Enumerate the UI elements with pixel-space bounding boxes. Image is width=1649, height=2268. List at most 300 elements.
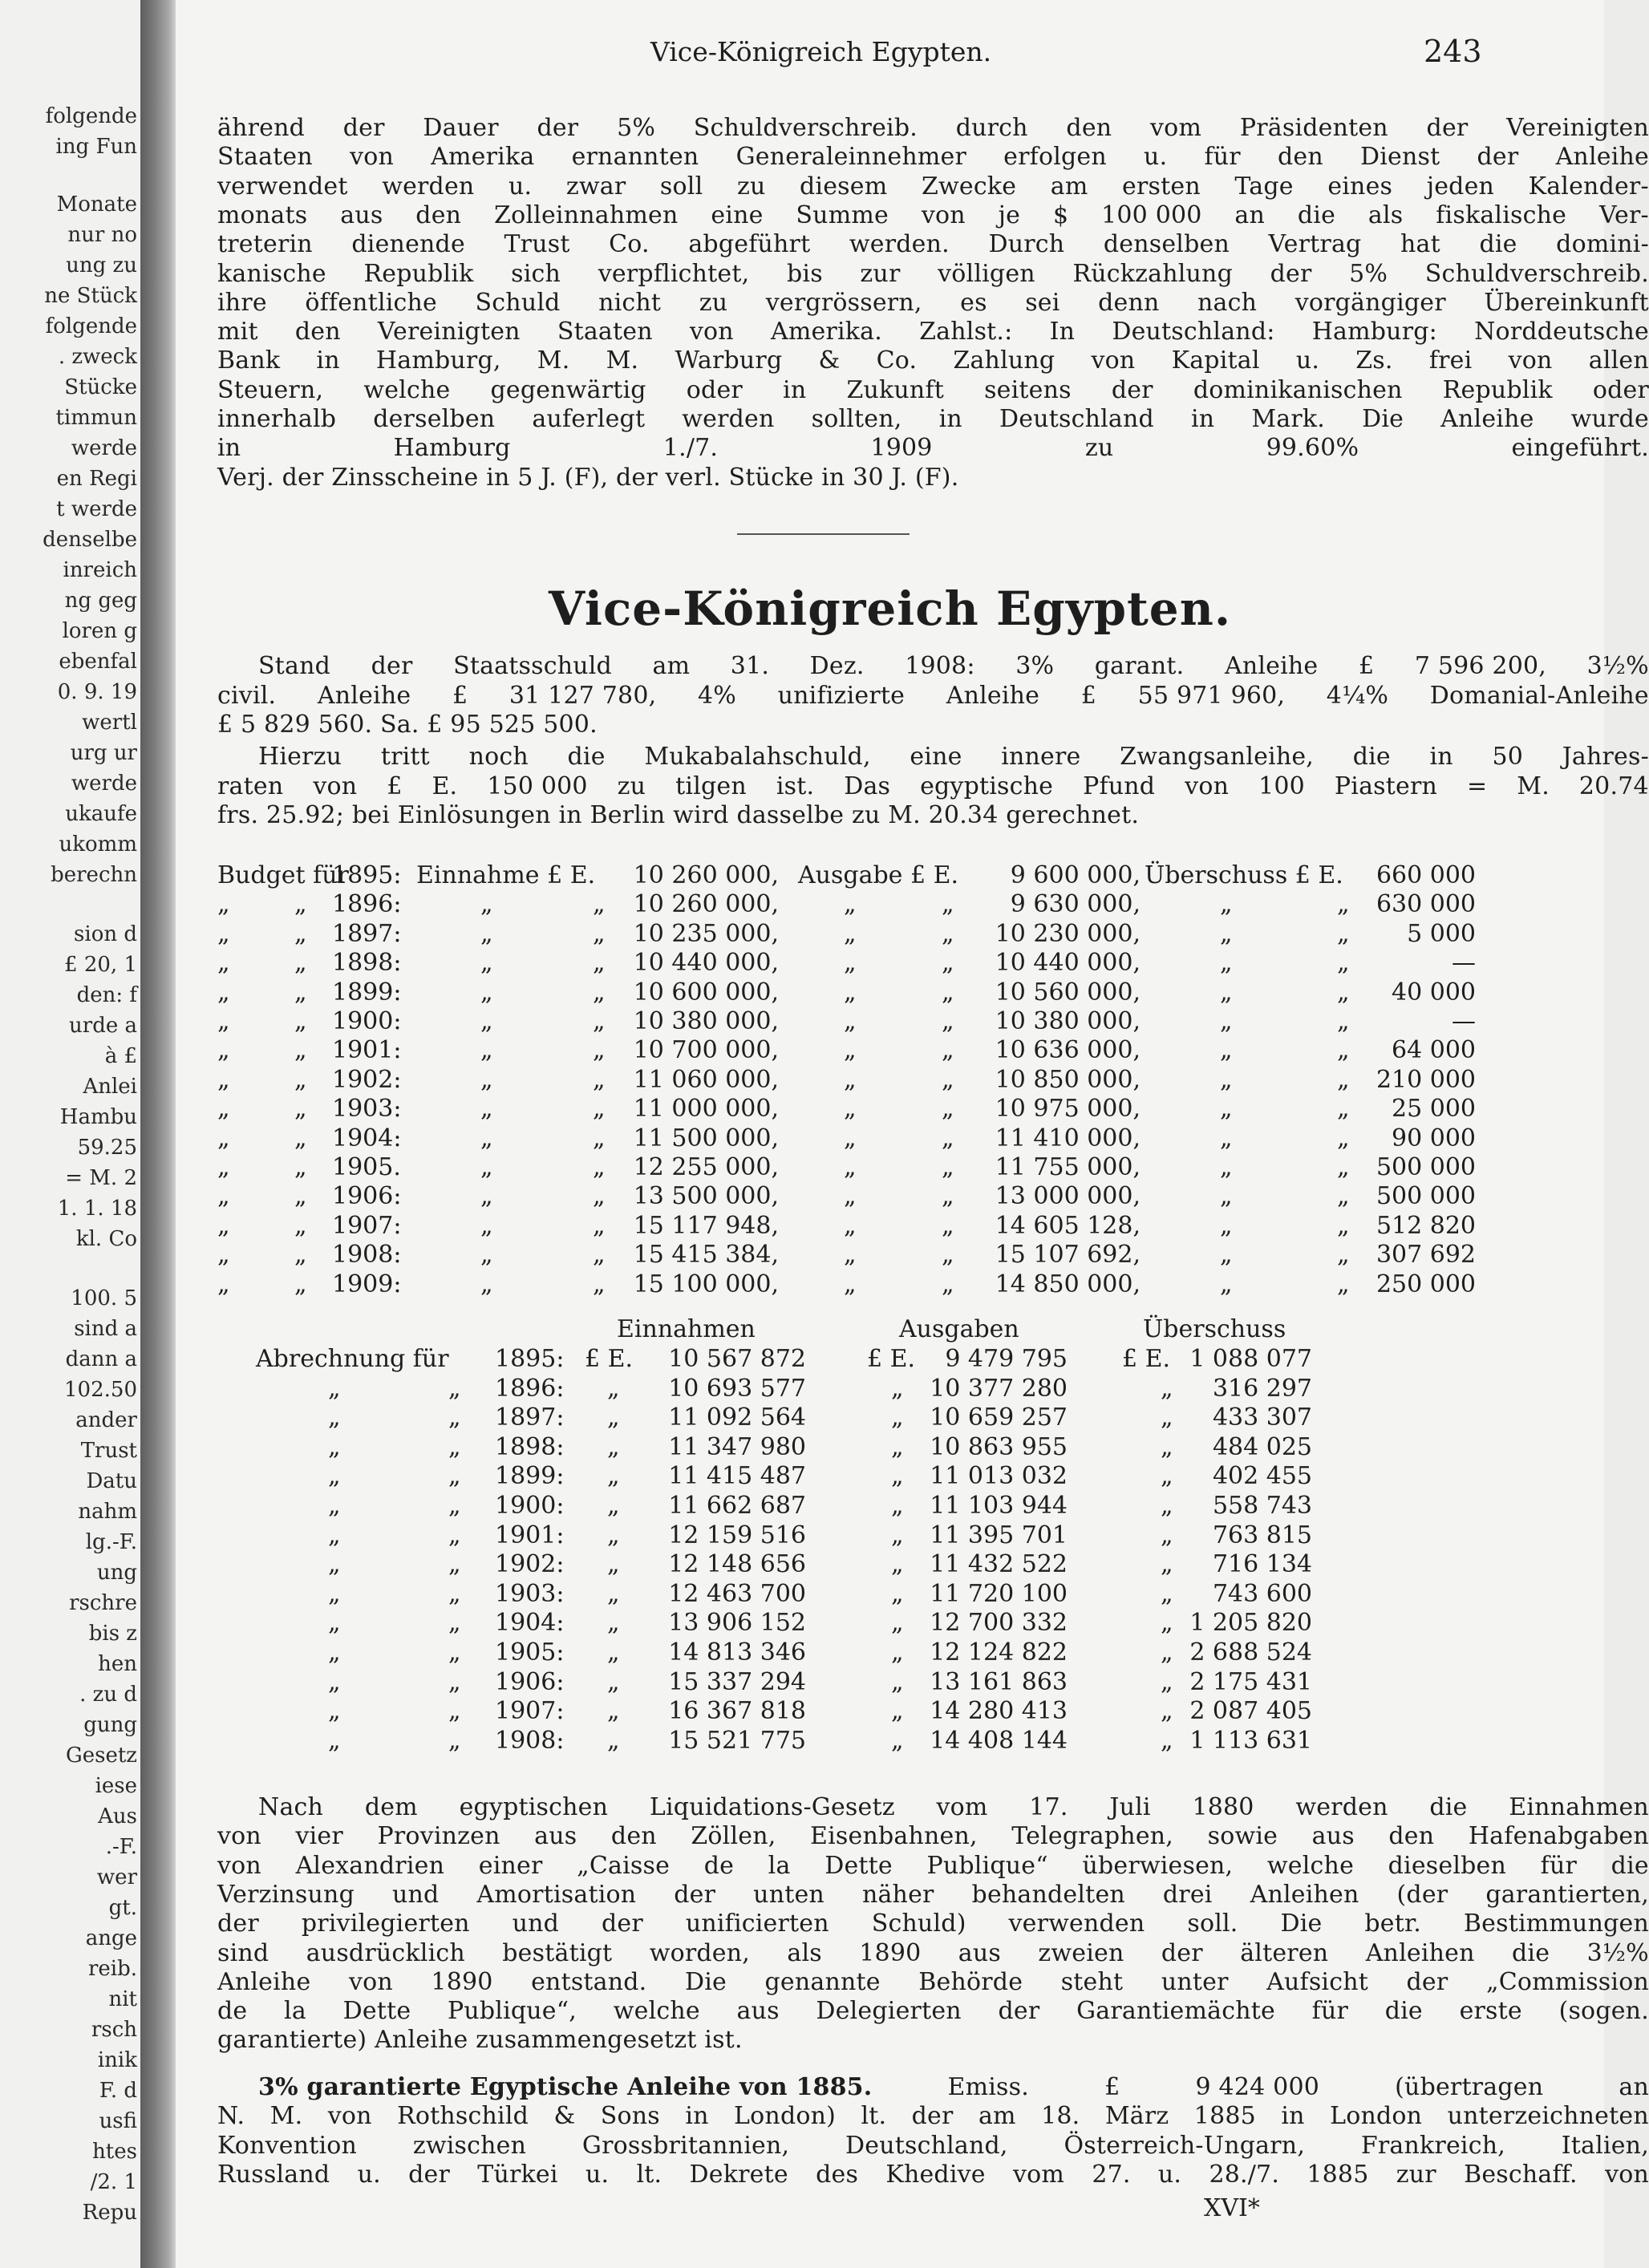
ditto-mark: „ bbox=[328, 1374, 341, 1403]
ditto-mark: „ bbox=[1220, 978, 1233, 1006]
word: treterin bbox=[217, 230, 313, 259]
word: £ bbox=[387, 772, 403, 800]
word: 1890 bbox=[431, 1967, 493, 1996]
stub-line: ung bbox=[96, 1561, 137, 1585]
ditto-mark: „ bbox=[844, 1182, 857, 1211]
abr-ueberschuss: 558 743 bbox=[1212, 1492, 1312, 1520]
word: in bbox=[1429, 743, 1453, 771]
word: sei bbox=[1025, 288, 1060, 317]
word: Anleihen bbox=[1250, 1880, 1359, 1909]
stub-line: werde bbox=[71, 436, 137, 460]
word: zu bbox=[617, 772, 646, 800]
word: London) bbox=[734, 2102, 837, 2130]
word: zu bbox=[1084, 434, 1114, 463]
section-title: Vice-Königreich Egypten. bbox=[548, 581, 1232, 636]
stub-line: en Regi bbox=[56, 467, 137, 491]
word: Telegraphen, bbox=[1011, 1822, 1174, 1851]
ditto-mark: „ bbox=[448, 1550, 461, 1579]
ditto-mark: „ bbox=[448, 1638, 461, 1667]
ditto-mark: „ bbox=[844, 1211, 857, 1240]
stub-line: iese bbox=[95, 1774, 137, 1798]
word: Einnahmen bbox=[1509, 1793, 1649, 1821]
ditto-mark: „ bbox=[294, 1270, 307, 1298]
text-line bbox=[217, 2161, 1649, 2189]
budget-year: 1904: bbox=[332, 1124, 402, 1152]
abr-einnahmen: 11 662 687 bbox=[668, 1492, 806, 1520]
word: garantierten, bbox=[1485, 1880, 1649, 1909]
abr-ausgaben: 11 395 701 bbox=[930, 1521, 1068, 1549]
word: Alexandrien bbox=[295, 1851, 445, 1880]
ditto-mark: „ bbox=[593, 1182, 606, 1211]
budget-einnahme: 10 260 000, bbox=[633, 890, 779, 919]
word: aus bbox=[340, 200, 383, 229]
abr-year: 1898: bbox=[495, 1432, 565, 1461]
word: Durch bbox=[988, 230, 1065, 259]
text-line bbox=[217, 2132, 1649, 2161]
budget-ueberschuss: 500 000 bbox=[1376, 1153, 1476, 1181]
ditto-mark: „ bbox=[480, 1124, 493, 1152]
ditto-mark: „ bbox=[1337, 919, 1350, 948]
ditto-mark: „ bbox=[1220, 1065, 1233, 1094]
ditto-mark: „ bbox=[844, 1095, 857, 1124]
word: M. bbox=[537, 346, 570, 375]
abr-ueberschuss: 2 175 431 bbox=[1189, 1667, 1312, 1696]
word: 18. bbox=[1041, 2102, 1080, 2130]
word: tritt bbox=[380, 743, 430, 771]
stub-line: /2. 1 bbox=[90, 2170, 137, 2194]
abr-einnahmen: 10 567 872 bbox=[668, 1345, 806, 1373]
running-title: Vice-Königreich Egypten. bbox=[650, 36, 992, 67]
word: für bbox=[1311, 1997, 1349, 2026]
ditto-mark: „ bbox=[448, 1697, 461, 1726]
abr-ueberschuss: 743 600 bbox=[1212, 1579, 1312, 1608]
word: werden bbox=[1295, 1793, 1388, 1821]
budget-einnahme: 10 600 000, bbox=[633, 978, 779, 1006]
word: Steuern, bbox=[217, 375, 324, 404]
stub-line: nahm bbox=[78, 1500, 137, 1524]
word: der bbox=[1111, 375, 1153, 404]
word: Liquidations-Gesetz bbox=[649, 1793, 895, 1821]
word: Tage bbox=[1234, 172, 1294, 200]
word: den bbox=[610, 1822, 657, 1851]
word: unifizierte bbox=[777, 681, 906, 710]
ditto-mark: „ bbox=[328, 1726, 341, 1755]
stub-line: ange bbox=[85, 1926, 137, 1950]
word: Zs. bbox=[1355, 346, 1393, 375]
word: aus bbox=[736, 1997, 780, 2026]
ditto-mark: „ bbox=[480, 1007, 493, 1035]
word: 99.60% bbox=[1266, 434, 1359, 463]
ditto-mark: „ bbox=[1337, 978, 1350, 1006]
word: de bbox=[217, 1997, 248, 2026]
word: derselben bbox=[373, 405, 496, 433]
ditto-mark: „ bbox=[217, 1007, 230, 1035]
abr-ausgaben: 10 863 955 bbox=[930, 1432, 1068, 1461]
facing-page-fragment bbox=[0, 0, 140, 2268]
word: an bbox=[1619, 2073, 1649, 2101]
word: Kalender- bbox=[1528, 172, 1649, 200]
ditto-mark: „ bbox=[1337, 949, 1350, 978]
word: Trust bbox=[504, 230, 570, 259]
ditto-mark: „ bbox=[448, 1726, 461, 1755]
word: verwendet bbox=[217, 172, 348, 200]
budget-ausgabe: 9 600 000, bbox=[1010, 861, 1141, 889]
stub-line: gt. bbox=[108, 1896, 137, 1920]
word: 31 127 780, bbox=[508, 681, 657, 710]
budget-ueberschuss: 40 000 bbox=[1392, 978, 1476, 1006]
word: Grossbritannien, bbox=[581, 2131, 790, 2160]
word: genannte bbox=[764, 1967, 881, 1996]
word: von bbox=[1605, 2161, 1649, 2189]
word: Konvention bbox=[217, 2131, 358, 2160]
word: Hamburg, bbox=[375, 346, 501, 375]
word: „Caisse bbox=[577, 1851, 671, 1880]
word: oder bbox=[686, 375, 743, 404]
word: Hamburg: bbox=[1311, 318, 1437, 346]
ditto-mark: „ bbox=[448, 1432, 461, 1461]
word: März bbox=[1104, 2102, 1169, 2130]
word: soll bbox=[659, 172, 703, 200]
abr-ueberschuss: 1 205 820 bbox=[1189, 1609, 1312, 1638]
word: mit bbox=[217, 318, 258, 346]
ditto-mark: „ bbox=[294, 1095, 307, 1124]
ditto-mark: „ bbox=[593, 919, 606, 948]
book-gutter bbox=[140, 0, 176, 2268]
word: den bbox=[1277, 143, 1323, 172]
word: tilgen bbox=[675, 772, 747, 800]
word: die bbox=[1429, 1793, 1468, 1821]
ditto-mark: „ bbox=[294, 919, 307, 948]
word: vom bbox=[936, 1793, 988, 1821]
word: der bbox=[674, 1880, 716, 1909]
ditto-mark: „ bbox=[1161, 1579, 1173, 1608]
word: sowie bbox=[1207, 1822, 1278, 1851]
word: Khedive bbox=[885, 2161, 986, 2189]
word: innere bbox=[1001, 743, 1081, 771]
stub-line: .-F. bbox=[105, 1835, 137, 1859]
stub-line: htes bbox=[92, 2140, 137, 2164]
word: werden bbox=[382, 172, 475, 200]
col-header-einnahmen: Einnahmen bbox=[617, 1315, 756, 1343]
stub-line: timmun bbox=[55, 406, 137, 430]
word: E. bbox=[431, 772, 458, 800]
budget-year: 1899: bbox=[332, 978, 402, 1006]
word: Delegierten bbox=[816, 1997, 962, 2026]
word: für bbox=[1540, 1851, 1578, 1880]
stub-line: 1. 1. 18 bbox=[57, 1197, 137, 1221]
word: der bbox=[911, 2102, 954, 2130]
ditto-mark: „ bbox=[294, 978, 307, 1006]
ditto-mark: „ bbox=[1161, 1374, 1173, 1403]
abr-year: 1899: bbox=[495, 1462, 565, 1491]
word: 9 424 000 bbox=[1195, 2073, 1320, 2101]
ditto-mark: „ bbox=[1161, 1609, 1173, 1638]
abr-einnahmen: 16 367 818 bbox=[668, 1697, 806, 1726]
ditto-mark: „ bbox=[844, 1124, 857, 1152]
currency-label: £ E. bbox=[867, 1345, 916, 1373]
word: 55 971 960, bbox=[1137, 681, 1286, 710]
word: Präsidenten bbox=[1239, 114, 1388, 142]
budget-ausgabe: 15 107 692, bbox=[995, 1241, 1141, 1270]
ditto-mark: „ bbox=[448, 1462, 461, 1491]
word: als bbox=[1367, 200, 1404, 229]
word: Republik bbox=[363, 259, 474, 288]
budget-einnahme: 11 500 000, bbox=[633, 1124, 779, 1152]
ditto-mark: „ bbox=[1220, 1211, 1233, 1240]
ditto-mark: „ bbox=[891, 1462, 904, 1491]
ueberschuss-label: Überschuss £ E. bbox=[1145, 861, 1343, 889]
word: eines bbox=[1327, 172, 1393, 200]
abr-ueberschuss: 1 088 077 bbox=[1189, 1345, 1312, 1373]
word: London bbox=[1330, 2102, 1423, 2130]
word: der bbox=[1270, 259, 1312, 288]
ditto-mark: „ bbox=[328, 1521, 341, 1549]
word: kanische bbox=[217, 259, 326, 288]
word: in bbox=[783, 375, 807, 404]
word: welche bbox=[1266, 1851, 1355, 1880]
abr-ausgaben: 11 103 944 bbox=[930, 1492, 1068, 1520]
stub-line: 102.50 bbox=[64, 1378, 137, 1402]
budget-ausgabe: 10 560 000, bbox=[995, 978, 1141, 1006]
word: ersten bbox=[1122, 172, 1201, 200]
abr-einnahmen: 15 337 294 bbox=[668, 1667, 806, 1696]
word: 150 000 bbox=[487, 772, 588, 800]
ditto-mark: „ bbox=[1220, 1182, 1233, 1211]
word: Warburg bbox=[675, 346, 783, 375]
word: nach bbox=[1197, 288, 1258, 317]
word: Anleihe bbox=[946, 681, 1040, 710]
word: Frankreich, bbox=[1360, 2131, 1505, 2160]
text-line bbox=[217, 1968, 1649, 1997]
word: Norddeutsche bbox=[1474, 318, 1649, 346]
word: In bbox=[1049, 318, 1076, 346]
text-line bbox=[217, 682, 1649, 711]
word: oder bbox=[1592, 375, 1649, 404]
text-line bbox=[217, 230, 1649, 259]
stub-line: ung zu bbox=[66, 253, 137, 277]
word: innerhalb bbox=[217, 405, 337, 433]
word: öffentliche bbox=[305, 288, 438, 317]
word: den bbox=[415, 200, 462, 229]
word: = bbox=[1466, 772, 1488, 800]
ditto-mark: „ bbox=[328, 1432, 341, 1461]
word: vom bbox=[1150, 114, 1202, 142]
ditto-mark: „ bbox=[294, 890, 307, 919]
stub-line: ing Fun bbox=[55, 135, 137, 159]
word: 1885 bbox=[1193, 2102, 1256, 2130]
word: eine bbox=[910, 743, 962, 771]
ditto-mark: „ bbox=[1161, 1667, 1173, 1696]
abr-ueberschuss: 2 688 524 bbox=[1189, 1638, 1312, 1667]
stub-line: nit bbox=[108, 1987, 137, 2011]
word: unter bbox=[1161, 1967, 1229, 1996]
ditto-mark: „ bbox=[844, 1036, 857, 1065]
word: einer bbox=[478, 1851, 543, 1880]
text-line bbox=[217, 772, 1649, 801]
ditto-mark: „ bbox=[1337, 1211, 1350, 1240]
abr-ueberschuss: 484 025 bbox=[1212, 1432, 1312, 1461]
stub-line: reib. bbox=[87, 1957, 137, 1981]
ditto-mark: „ bbox=[844, 1270, 857, 1298]
ditto-mark: „ bbox=[1337, 1124, 1350, 1152]
word: 1880 bbox=[1192, 1793, 1254, 1821]
ditto-mark: „ bbox=[844, 949, 857, 978]
ditto-mark: „ bbox=[891, 1432, 904, 1461]
word: monats bbox=[217, 200, 308, 229]
budget-ausgabe: 9 630 000, bbox=[1010, 890, 1141, 919]
word: (sogen. bbox=[1558, 1997, 1649, 2026]
word: von bbox=[217, 1822, 261, 1851]
word: Emiss. bbox=[947, 2073, 1029, 2101]
word: Rückzahlung bbox=[1072, 259, 1233, 288]
word: soll. bbox=[1187, 1910, 1238, 1938]
text-line bbox=[217, 201, 1649, 230]
word: Zahlung bbox=[953, 346, 1055, 375]
word: Die bbox=[1280, 1910, 1323, 1938]
text-line bbox=[217, 1997, 1649, 2026]
abr-einnahmen: 11 347 980 bbox=[668, 1432, 806, 1461]
word: N. bbox=[217, 2102, 245, 2130]
word: von bbox=[348, 1967, 393, 1996]
ditto-mark: „ bbox=[294, 1007, 307, 1035]
word: erste bbox=[1459, 1997, 1522, 2026]
abr-year: 1904: bbox=[495, 1609, 565, 1638]
text-line bbox=[217, 172, 1649, 201]
word: 1909 bbox=[870, 434, 933, 463]
ditto-mark: „ bbox=[607, 1492, 620, 1520]
word: von bbox=[1185, 772, 1230, 800]
ditto-mark: „ bbox=[294, 1036, 307, 1065]
budget-year: 1907: bbox=[332, 1211, 402, 1240]
stub-line: ng geg bbox=[64, 589, 137, 613]
word: als bbox=[787, 1938, 822, 1967]
text-line bbox=[217, 114, 1649, 143]
word: allen bbox=[1588, 346, 1649, 375]
word: es bbox=[960, 288, 987, 317]
word: völligen bbox=[938, 259, 1035, 288]
word: fiskalische bbox=[1436, 200, 1567, 229]
budget-year: 1909: bbox=[332, 1270, 402, 1298]
word: von bbox=[689, 318, 734, 346]
text-line bbox=[217, 1881, 1649, 1910]
word: Zolleinnahmen bbox=[494, 200, 679, 229]
word: des bbox=[816, 2161, 859, 2189]
word: Anleihe bbox=[1224, 652, 1319, 680]
budget-einnahme: 13 500 000, bbox=[633, 1182, 779, 1211]
stub-line: urg ur bbox=[70, 741, 137, 765]
word: und bbox=[391, 1880, 440, 1909]
ditto-mark: „ bbox=[942, 919, 954, 948]
word: Mukabalahschuld, bbox=[644, 743, 871, 771]
budget-ausgabe: 10 230 000, bbox=[995, 919, 1141, 948]
stub-line: dann a bbox=[65, 1347, 137, 1371]
abr-ausgaben: 12 124 822 bbox=[930, 1638, 1068, 1667]
ditto-mark: „ bbox=[593, 890, 606, 919]
word: Anleihe bbox=[317, 681, 411, 710]
word: 1./7. bbox=[662, 434, 719, 463]
ditto-mark: „ bbox=[328, 1492, 341, 1520]
word: von bbox=[217, 1851, 261, 1880]
word: der bbox=[408, 2161, 451, 2189]
word: Verzinsung bbox=[217, 1880, 355, 1909]
word: Sons bbox=[600, 2102, 660, 2130]
ditto-mark: „ bbox=[217, 1153, 230, 1181]
ditto-mark: „ bbox=[593, 1241, 606, 1270]
abr-year: 1900: bbox=[495, 1492, 565, 1520]
word: Amerika. bbox=[770, 318, 882, 346]
abr-year: 1902: bbox=[495, 1550, 565, 1579]
word: Dette bbox=[824, 1851, 893, 1880]
word: dieselben bbox=[1388, 1851, 1507, 1880]
ditto-mark: „ bbox=[891, 1638, 904, 1667]
ditto-mark: „ bbox=[891, 1667, 904, 1696]
budget-year: 1895: bbox=[332, 861, 402, 889]
word: Schuld) bbox=[871, 1910, 966, 1938]
word: £ bbox=[1358, 652, 1375, 680]
stub-line: t werde bbox=[56, 497, 137, 521]
budget-einnahme: 12 255 000, bbox=[633, 1153, 779, 1181]
word: in bbox=[938, 405, 962, 433]
abr-year: 1903: bbox=[495, 1579, 565, 1608]
abr-ausgaben: 11 432 522 bbox=[930, 1550, 1068, 1579]
budget-einnahme: 10 440 000, bbox=[633, 949, 779, 978]
stub-line: bis z bbox=[88, 1622, 137, 1646]
ditto-mark: „ bbox=[294, 1182, 307, 1211]
ditto-mark: „ bbox=[1220, 1241, 1233, 1270]
word: Dauer bbox=[423, 114, 499, 142]
budget-ueberschuss: 210 000 bbox=[1376, 1065, 1476, 1094]
word: Beschaff. bbox=[1464, 2161, 1578, 2189]
word: Deutschland bbox=[999, 405, 1154, 433]
word: Anleihe bbox=[1555, 143, 1649, 172]
word: drei bbox=[1162, 1880, 1213, 1909]
text-line bbox=[258, 652, 1649, 681]
ditto-mark: „ bbox=[480, 1153, 493, 1181]
word: Deutschland: bbox=[1112, 318, 1275, 346]
ditto-mark: „ bbox=[480, 1036, 493, 1065]
word: M. bbox=[1517, 772, 1550, 800]
ditto-mark: „ bbox=[480, 1270, 493, 1298]
word: vom bbox=[1013, 2161, 1065, 2189]
text-line: £ 5 829 560. Sa. £ 95 525 500. bbox=[217, 711, 598, 739]
ditto-mark: „ bbox=[1337, 1182, 1350, 1211]
word: Stand bbox=[258, 652, 331, 680]
word: Co. bbox=[609, 230, 650, 259]
abr-ausgaben: 9 479 795 bbox=[945, 1345, 1068, 1373]
abr-ausgaben: 11 720 100 bbox=[930, 1579, 1068, 1608]
budget-ueberschuss: — bbox=[1452, 1007, 1476, 1035]
currency-label: £ E. bbox=[1122, 1345, 1171, 1373]
ditto-mark: „ bbox=[942, 1241, 954, 1270]
word: 4¼% bbox=[1326, 681, 1389, 710]
stub-line: werde bbox=[71, 772, 137, 796]
word: raten bbox=[217, 772, 284, 800]
word: 4% bbox=[698, 681, 736, 710]
ditto-mark: „ bbox=[891, 1521, 904, 1549]
ditto-mark: „ bbox=[1220, 919, 1233, 948]
word: Dekrete bbox=[689, 2161, 788, 2189]
word: welche bbox=[613, 1997, 700, 2026]
abr-ausgaben: 13 161 863 bbox=[930, 1667, 1068, 1696]
ditto-mark: „ bbox=[448, 1667, 461, 1696]
budget-ausgabe: 13 000 000, bbox=[995, 1182, 1141, 1211]
word: älteren bbox=[1240, 1938, 1329, 1967]
word: eingeführt. bbox=[1511, 434, 1649, 463]
word: welche bbox=[363, 375, 451, 404]
word: unificierten bbox=[685, 1910, 829, 1938]
ditto-mark: „ bbox=[480, 978, 493, 1006]
col-header-ueberschuss: Überschuss bbox=[1143, 1315, 1286, 1343]
